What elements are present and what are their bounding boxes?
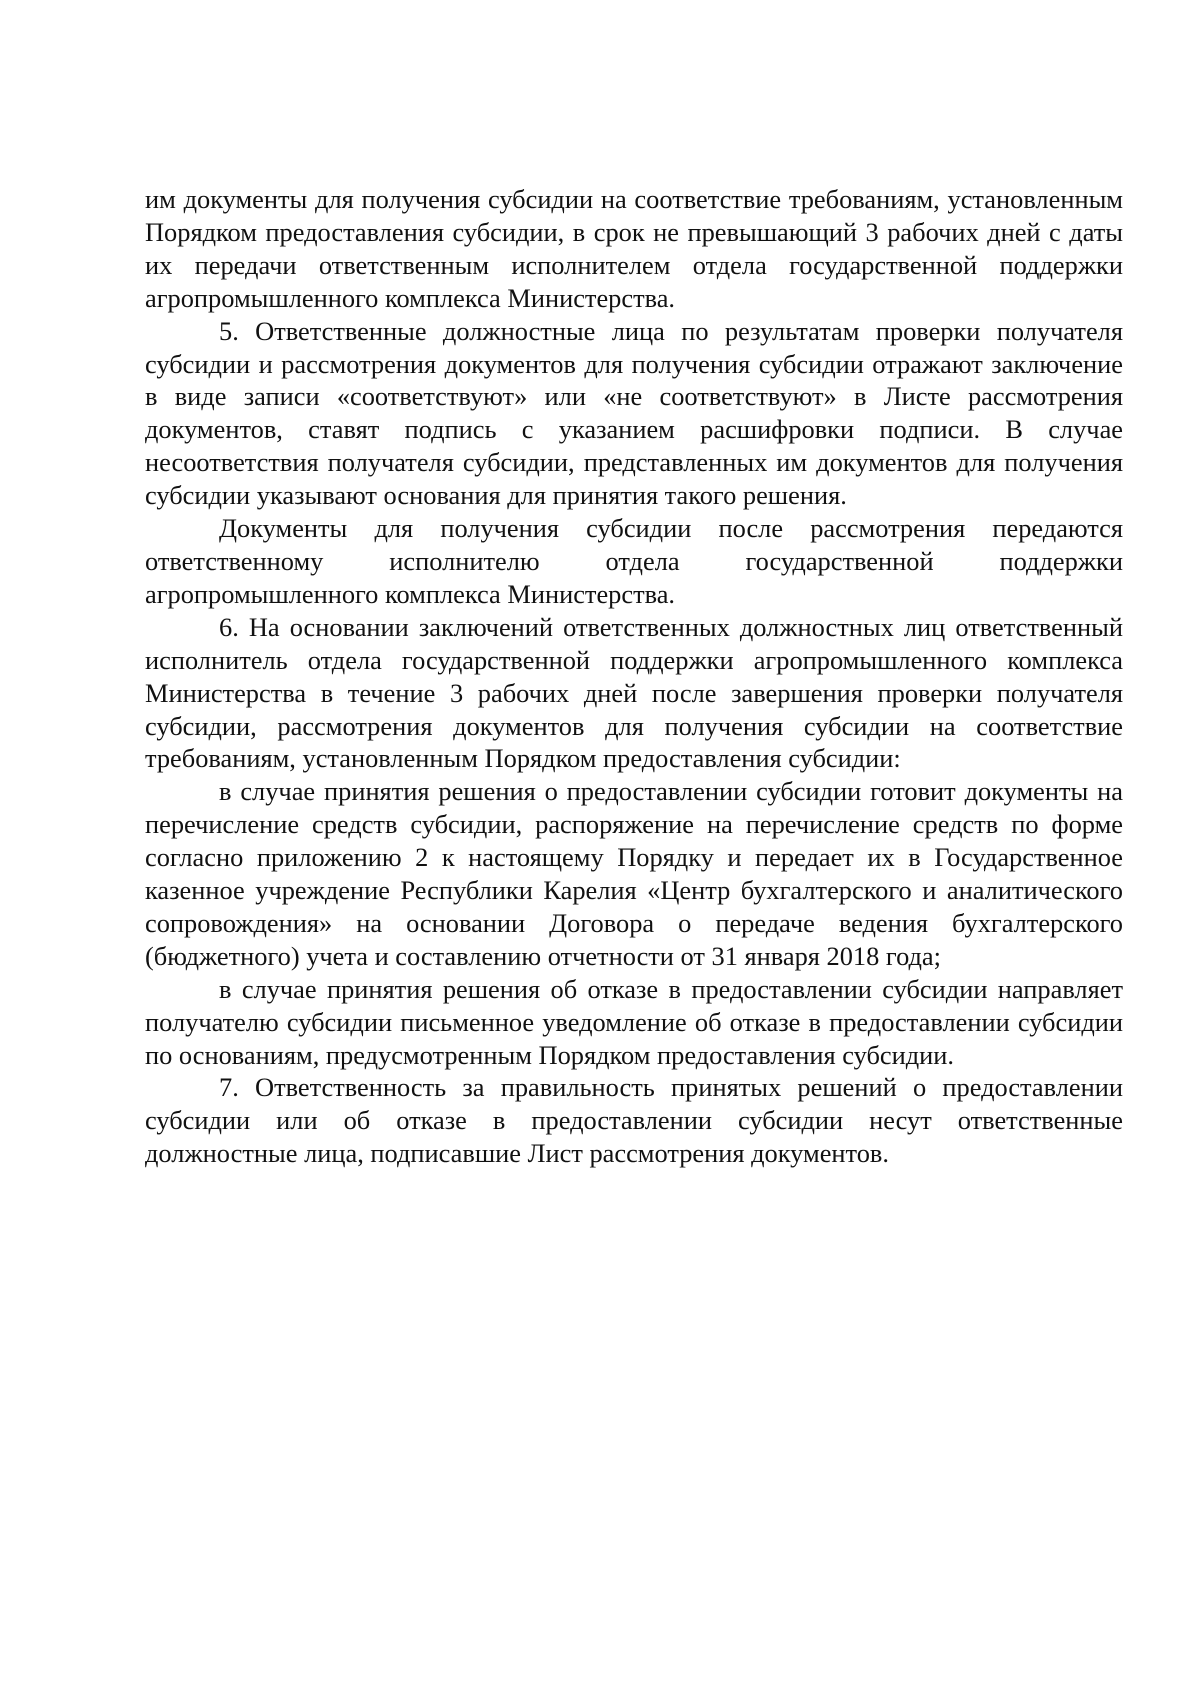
paragraph-continuation: им документы для получения субсидии на соответствие требованиям, установленным Порядком предоставления субсидии, в срок не превышающий 3 рабочих дней с даты их передачи ответственным исполнителем отдела государственной поддержки агропромышленного комплекса Министерства. <box>145 184 1123 313</box>
paragraph-item-6: 6. На основании заключений ответственных должностных лиц ответственный исполнитель отдела государственной поддержки агропромышленного комплекса Министерства в течение 3 рабочих дней после завершения проверки получателя субсидии, рассмотрения документов для получения субсидии на соответствие требованиям, установленным Порядком предоставления субсидии: <box>145 611 1123 774</box>
paragraph-refusal-decision: в случае принятия решения об отказе в предоставлении субсидии направляет получателю субсидии письменное уведомление об отказе в предоставлении субсидии по основаниям, предусмотренным Порядком предоставления субсидии. <box>145 973 1123 1070</box>
document-body <box>145 183 1123 1170</box>
paragraph-item-5: 5. Ответственные должностные лица по результатам проверки получателя субсидии и рассмотрения документов для получения субсидии отражают заключение в виде записи «соответствуют» или «не соответствуют» в Листе рассмотрения документов, ставят подпись с указанием расшифровки подписи. В случае несоответствия получателя субсидии, представленных им документов для получения субсидии указывают основания для принятия такого решения. <box>145 315 1123 511</box>
paragraph-documents-transfer: Документы для получения субсидии после рассмотрения передаются ответственному исполнителю отдела государственной поддержки агропромышленного комплекса Министерства. <box>145 513 1123 609</box>
paragraph-grant-decision: в случае принятия решения о предоставлении субсидии готовит документы на перечисление средств субсидии, распоряжение на перечисление средств по форме согласно приложению 2 к настоящему Порядку и передает их в Государственное казенное учреждение Республики Карелия «Центр бухгалтерского и аналитического сопровождения» на основании Договора о передаче ведения бухгалтерского (бюджетного) учета и составлению отчетности от 31 января 2018 года; <box>145 776 1123 971</box>
paragraph-item-7: 7. Ответственность за правильность принятых решений о предоставлении субсидии или об отказе в предоставлении субсидии несут ответственные должностные лица, подписавшие Лист рассмотрения документов. <box>145 1072 1123 1169</box>
